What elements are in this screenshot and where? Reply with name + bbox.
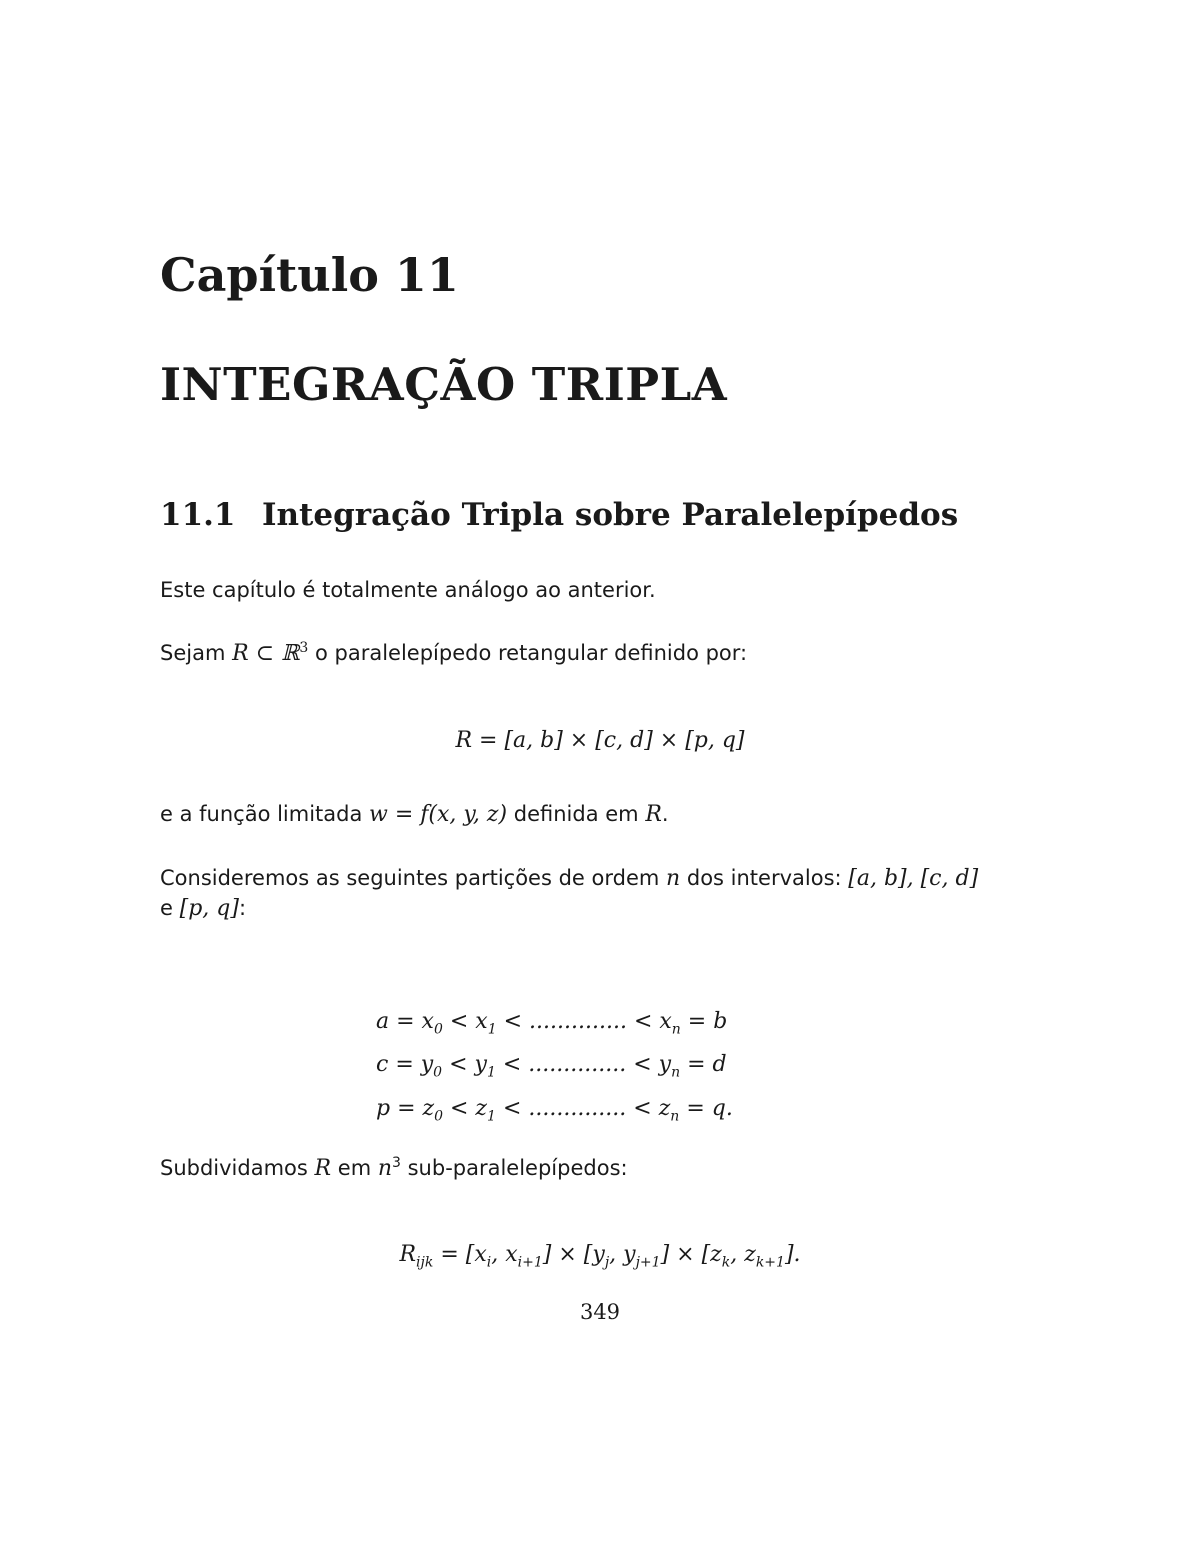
math-n-2: n xyxy=(377,1156,393,1181)
section-number: 11.1 xyxy=(160,497,236,533)
partition-z: $p = z_0 < z_1$ < .............. < $z_n = q$. xyxy=(376,1095,733,1125)
partition-equations xyxy=(376,1004,733,1134)
equation-r-definition: R = [a, b] × [c, d] × [p, q] xyxy=(455,728,745,753)
text-e: e xyxy=(160,896,180,920)
text-em: em xyxy=(331,1156,378,1180)
math-interval-pq: [p, q] xyxy=(179,896,239,921)
chapter-heading: Capítulo 11 xyxy=(160,248,459,302)
text-sub-paralelepipedos: sub-paralelepípedos: xyxy=(400,1156,628,1180)
partition-y: $c = y_0 < y_1$ < .............. < $y_n = d$ xyxy=(376,1052,727,1081)
math-sup-3: 3 xyxy=(299,640,309,656)
paragraph-sejam xyxy=(160,640,747,666)
math-r: R xyxy=(645,802,662,827)
text-definida: definida em xyxy=(507,802,646,826)
math-sup-3-b: 3 xyxy=(392,1155,401,1171)
paragraph-intro: Este capítulo é totalmente análogo ao anterior. xyxy=(160,578,656,602)
math-function: w = f(x, y, z) xyxy=(369,802,508,827)
text-funcao: e a função limitada xyxy=(160,802,370,826)
section-heading xyxy=(160,497,958,533)
text-sejam: Sejam xyxy=(160,641,233,665)
paragraph-funcao xyxy=(160,802,669,827)
text-period: . xyxy=(661,802,669,826)
paragraph-particoes-line2 xyxy=(160,896,246,921)
paragraph-particoes-line1 xyxy=(160,866,978,891)
math-n: n xyxy=(666,866,681,891)
equation-rijk: $R_{ijk} = [x_i$, $x_{i+1}] \times [y_j$, $y_{j+1}] \times [z_k$, $z_{k+1}$]. xyxy=(399,1242,801,1271)
text-colon: : xyxy=(238,896,247,920)
page-number: 349 xyxy=(579,1300,621,1324)
section-title: Integração Tripla sobre Paralelepípedos xyxy=(262,497,959,533)
paragraph-subdividamos xyxy=(160,1155,628,1181)
math-r-subset: R ⊂ ℝ xyxy=(232,641,300,666)
chapter-title: INTEGRAÇÃO TRIPLA xyxy=(160,358,728,411)
text-consideremos: Consideremos as seguintes partições de ordem xyxy=(160,866,667,890)
text-subdividamos: Subdividamos xyxy=(160,1156,315,1180)
text-intervalos: dos intervalos: xyxy=(680,866,849,890)
text-paralelepipedo: o paralelepípedo retangular definido por: xyxy=(308,641,748,665)
math-r-2: R xyxy=(314,1156,332,1181)
math-intervals-ab-cd: [a, b], [c, d] xyxy=(848,866,979,891)
partition-x: $a = x_0 < x_1$ < .............. < $x_n = b$ xyxy=(376,1009,728,1038)
